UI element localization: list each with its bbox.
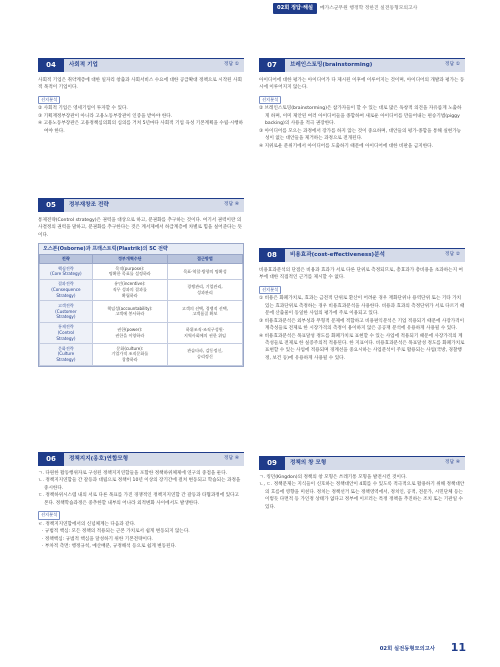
- page-header: [0, 0, 500, 30]
- choice-analysis-tag: 선지분석: [259, 96, 281, 105]
- table-row: [40, 279, 243, 300]
- table-cell: 고객의 선택, 경쟁적 선택, 고객품질 확보: [167, 301, 242, 322]
- table-cell: 문화전략 (Culture Strategy): [40, 344, 93, 365]
- page-number: 11: [450, 641, 466, 655]
- question-number: 06: [38, 453, 64, 466]
- choice-item: · 부차적 측면: 행정규칙, 예산배분, 규정해석 등으로 쉽게 변동된다.: [42, 544, 177, 549]
- question-header: [38, 452, 244, 466]
- point-item: ㄴ, ㄷ. 정책문제는 지식들이 신호하는 정책대안이 4회를 수 있도록 적극적으로 활용하기 위해 정책대안의 흐름에 영향을 미친다. 정치는 정책선거 또는 정책영역에서, 정치인, 공적, 전문가, 시민단체 등는 이렇듯 다면적 등 가인정 상태가 없다고 정부에 이르러는 특정 정책을 추진하는 조치 또는 기관일 수 있다.: [259, 482, 465, 510]
- point-item: ㄱ. 킹던(Kingdon)의 정책의 창 모형은 쓰레기통 모형을 발전시킨 것이다.: [259, 475, 407, 480]
- choice-analysis-tag: 선지분석: [259, 286, 281, 295]
- choice-item: ② 브레인스토밍(brainstorming)은 참가자들이 할 수 있는 대로 많은 독창적 의견을 자유롭게 노출하게 하며, 이미 제안된 여러 아이디어들을 종합하여 새로운 아이디어를 만들어내는 편승기법(piggy backing)의 사용을 적극 권장한다.: [259, 106, 462, 127]
- question-05: [38, 198, 244, 367]
- explanation-text: 사회적 기업은 취약계층에 대한 일자리 창출과 사회서비스 수요에 대한 공급확대 정책으로 시작된 사회적 목적이 기업이다.: [38, 78, 242, 91]
- question-number: 05: [38, 199, 64, 212]
- question-04: [38, 58, 244, 135]
- table-cell: 핵심전략 (Core Strategy): [40, 264, 93, 280]
- question-title: 사회적 기업: [69, 62, 98, 68]
- question-07: [259, 58, 465, 150]
- table-cell: 결과전략 (Consequence Strategy): [40, 279, 93, 300]
- choice-item: ㄹ. 정책지지연합에서의 신념체계는 다음과 같다.: [38, 521, 136, 527]
- table-cell: 하위조직·조직구성원· 지역사회에의 권한 위임: [167, 322, 242, 343]
- table-cell: 경쟁관리, 기업관리, 성과관리: [167, 279, 242, 300]
- answer-label: 정답 ②: [444, 252, 460, 257]
- table-cell: 관습타파, 감동정신, 승리정신: [167, 344, 242, 365]
- question-title: 비용효과(cost-effectiveness)분석: [290, 252, 385, 258]
- point-item: ㄴ. 정책지지연합들 간 갈등과 대립으로 정책이 10년 이상의 장기간에 걸쳐 변동되고 학습되는 과정을 중시한다.: [38, 478, 241, 491]
- question-header: [259, 58, 465, 72]
- question-header: [259, 248, 465, 262]
- choice-analysis-tag: 선지분석: [38, 511, 60, 520]
- table-cell: 통제전략 (Control Strategy): [40, 322, 93, 343]
- point-item: ㄷ. 정책하위시스템 내의 서로 다른 목표를 가진 경쟁적인 정책지지연합 간 갈등과 타협과정에 있다고 본다. 정책학습과정은 중추한할 내부의 어나라 외적변화 사이에서도 발생한다.: [38, 493, 239, 506]
- explanation-text: 통제전략(Control strategy)은 권력을 대상으로 하고, 분권화를 추구하는 것이다. 여기서 권력이란 의사결정의 권력을 말하고, 분권화를 추구한다는 것은 계서제에서 하급계층에 차별로 힘을 실어준다는 뜻이다.: [38, 218, 242, 238]
- answer-label: 정답 ④: [444, 460, 460, 465]
- strategy-table-grid: [39, 254, 243, 365]
- header-subtitle: 메가스군무원 행정학 정한진 실전동형모의고사: [320, 6, 418, 11]
- choice-item: ③ 아이디어를 모으는 과정에서 장가를 하지 않는 것이 중요하며, 대안들의 평가·종합을 통해 실현가능성이 없는 대안들을 제거하는 과정으로 전개된다.: [259, 128, 462, 142]
- choice-analysis-tag: 선지분석: [38, 96, 60, 105]
- table-header-row: [40, 255, 243, 264]
- column-header: 전략: [40, 255, 93, 264]
- table-cell: 권한(power): 권한을 이양하라: [92, 322, 167, 343]
- question-number: 04: [38, 59, 64, 72]
- choice-item: ③ 기획재정부장관이 아니라 고용노동부장관이 인증을 받아야 한다.: [38, 113, 173, 119]
- explanation-text: 아이디어에 대한 평가는 아이디어가 다 제시된 이후에 이루어지는 것이며, 아이디어의 개발과 평가는 동시에 이루어지지 않는다.: [259, 78, 465, 91]
- question-header: [38, 58, 244, 72]
- question-06: [38, 452, 244, 550]
- question-title: 정부재창조 전략: [69, 202, 109, 208]
- choice-item: ④ 지위로운 분위기에서 아이디어를 도출하기 때문에 아이디어에 대한 비판을 금지한다.: [259, 143, 434, 149]
- point-item: ㄱ. 다원한 활동행위자로 구성된 정책지지연합들을 포함한 정책하위체제에 연구의 중점을 둔다.: [38, 471, 228, 476]
- table-row: [40, 322, 243, 343]
- choice-item: · 정책핵심: 규범적 핵심을 달성하기 위한 기본전략이다.: [42, 536, 153, 542]
- question-title: 정책의 창 모형: [290, 460, 327, 466]
- choice-item: ④ 비용효과분석은 목표달성 정도를 화폐가치로 표현할 수 있는 사업에 적용되기 때문에 사장가격의 계측성들로 전제로 한 실증주의적 적용된다. 한 지표이다. 비용효과분석은 목표달성 정도를 화폐가치로 표현할 수 있는 사업에 적용되며 경계선을 중요시하는 사업분석이 주로 활용되는 사업(국방, 경찰행정, 보건 등)에 유용하게 사용될 수 있다.: [259, 333, 465, 361]
- question-number: 07: [259, 59, 285, 72]
- table-cell: 목표·역할·방향의 명확성: [167, 264, 242, 280]
- strategy-table: [38, 243, 244, 366]
- question-header: [259, 456, 465, 470]
- table-cell: 책임성(accountability): 고객에 봉사하라: [92, 301, 167, 322]
- table-row: [40, 264, 243, 280]
- table-title: 오스본(Osborne)과 프래스트릭(Plastrik)의 5C 전략: [39, 244, 243, 254]
- choice-item: ③ 비용효과분석은 외부성과 무형적 문제에 적합하고 비용편익분석은 기업 적용되기 때문에 사장가격이 계측성들로 전제로 한 시장가격의 측정이 용이하지 않은 공공재 분석에 유용하게 사용될 수 있다.: [259, 318, 465, 332]
- table-cell: 문화(culture): 기업가적 조직문화를 창출하라: [92, 344, 167, 365]
- column-header: 정부개혁수단: [92, 255, 167, 264]
- explanation-text: 비용효과분석의 단점은 비용과 효과가 서로 다른 단위로 측정되므로, 총효과가 총비용을 초과하는지 여부에 대한 직접적인 근거를 제시할 수 없다.: [259, 268, 463, 281]
- table-row: [40, 301, 243, 322]
- question-08: [259, 248, 465, 362]
- question-title: 브레인스토밍(brainstorming): [290, 62, 373, 68]
- header-label: 02회 정답·해설: [273, 3, 317, 14]
- question-title: 정책지지(옹호)연합모형: [69, 456, 129, 462]
- answer-label: 정답 ④: [223, 456, 239, 461]
- choice-item: ② 사회적 기업은 영세기업이 투자할 수 있다.: [38, 106, 128, 112]
- answer-label: 정답 ①: [223, 62, 239, 67]
- footer-label: 02회 실전동형모의고사: [379, 646, 435, 653]
- answer-label: 정답 ①: [444, 62, 460, 67]
- table-row: [40, 344, 243, 365]
- question-number: 08: [259, 249, 285, 262]
- table-cell: 목적(purpose): 명확한 목표를 설정하라: [92, 264, 167, 280]
- question-header: [38, 198, 244, 212]
- choice-item: · 규범적 핵심: 모든 정책의 적용되는 근본 가치로서 쉽게 변동되지 않는다.: [42, 529, 190, 535]
- column-header: 접근방법: [167, 255, 242, 264]
- question-number: 09: [259, 457, 285, 470]
- answer-label: 정답 ④: [223, 202, 239, 207]
- table-cell: 고객전략 (Customer Strategy): [40, 301, 93, 322]
- choice-item: ① 비용은 화폐가치로, 효과는 금전적 단위로 환산이 어려운 경우 재화단위나 용역단위 또는 기타 가치 있는 효과단위로 측정하는 경우 비용효과분석을 사용한다. 비용과 효과의 측정단위가 서로 다르기 때문에 산출물이 동일한 사업의 평가에 주로 이용되고 있다.: [259, 296, 465, 317]
- question-09: [259, 456, 465, 511]
- table-cell: 유인(incentive): 직무 성과의 결과를 확립하라: [92, 279, 167, 300]
- choice-item: ④ 고용노동부장관은 고용정책심의회의 심의를 거쳐 5년마다 사회적 기업 육성 기본계획을 수립·시행하여야 한다.: [38, 121, 244, 134]
